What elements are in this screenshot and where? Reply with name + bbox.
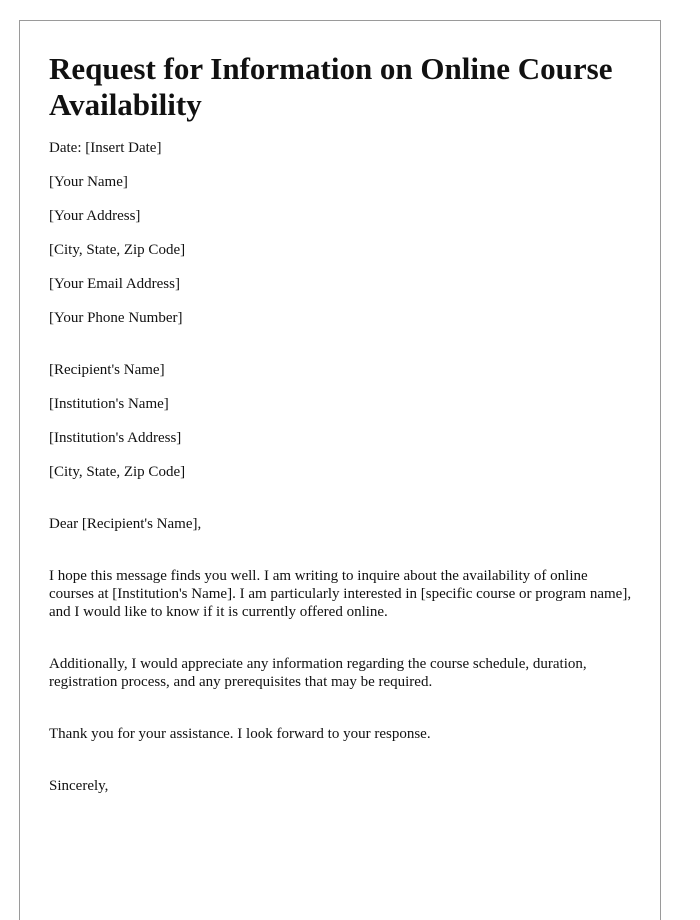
sender-phone: [Your Phone Number] xyxy=(49,310,183,326)
letter-page xyxy=(19,20,661,920)
spacer xyxy=(49,343,635,361)
sender-address: [Your Address] xyxy=(49,208,141,224)
salutation: Dear [Recipient's Name], xyxy=(49,516,202,532)
institution-address: [Institution's Address] xyxy=(49,430,182,446)
sender-name: [Your Name] xyxy=(49,174,128,190)
spacer xyxy=(49,497,635,515)
spacer xyxy=(49,759,635,777)
sender-city-state-zip: [City, State, Zip Code] xyxy=(49,242,186,258)
spacer xyxy=(49,549,635,567)
body-paragraph-inquiry: I hope this message finds you well. I am writing to inquire about the availability of online courses at [Institution's Name]. I am particularly interested in [specific course or program name], and I would like to know if it is currently offered online. xyxy=(49,568,632,620)
institution-name: [Institution's Name] xyxy=(49,396,169,412)
recipient-name: [Recipient's Name] xyxy=(49,362,165,378)
date-line: Date: [Insert Date] xyxy=(49,140,162,156)
recipient-city-state-zip: [City, State, Zip Code] xyxy=(49,464,186,480)
spacer xyxy=(49,637,635,655)
closing: Sincerely, xyxy=(49,778,109,794)
sender-email: [Your Email Address] xyxy=(49,276,180,292)
letter-content xyxy=(49,51,635,811)
letter-title: Request for Information on Online Course Availability xyxy=(49,51,613,122)
spacer xyxy=(49,707,635,725)
body-paragraph-thanks: Thank you for your assistance. I look forward to your response. xyxy=(49,726,431,742)
body-paragraph-details: Additionally, I would appreciate any information regarding the course schedule, duration, registration process, and any prerequisites that may be required. xyxy=(49,656,587,690)
